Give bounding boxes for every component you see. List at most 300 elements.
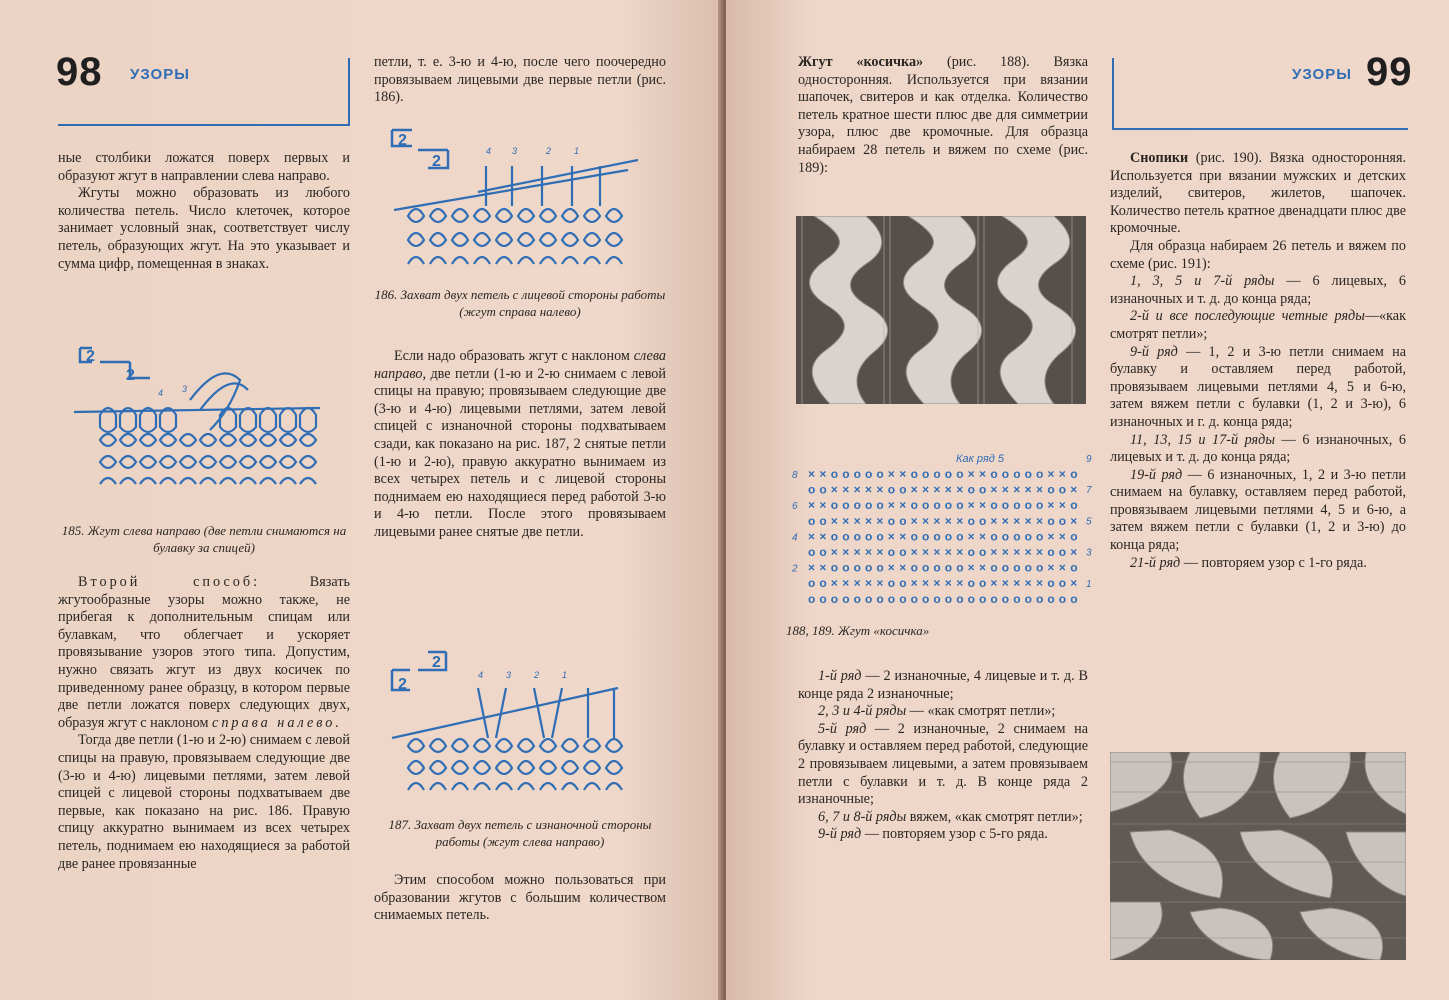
scheme-symbol: o [853,560,861,575]
scheme-row-number: 8 [792,470,798,481]
col2-para: Если надо образовать жгут с наклоном [394,348,630,364]
scheme-symbol: o [1024,591,1032,606]
kosichka-row [798,826,1088,844]
then-para: Тогда две петли (1-ю и 2-ю) снимаем с левой спицы на правую, провязываем следующие две (3-ю и 4-ю) лицевыми петлями, затем левой спицей с лицевой стороны подхватываем две первые, как показано на рис. 186. Правую спицу аккуратно вынимаем из всех четырех петель, поднимаем ею находящиеся за работой две ранее провязанные [58,732,350,872]
kosichka-intro [798,54,1088,177]
scheme-symbol: o [808,482,816,497]
scheme-symbol: × [865,576,873,591]
scheme-symbol: o [1013,467,1021,481]
scheme-symbol: o [1070,498,1078,513]
header-rule-vertical [1112,58,1114,130]
scheme-symbol: o [1036,467,1044,481]
scheme-symbol: o [830,560,839,575]
scheme-symbol: × [876,545,884,559]
scheme-symbol: o [922,498,930,513]
scheme-symbol: × [842,513,850,528]
scheme-row-number: 7 [1086,485,1092,497]
scheme-symbol: × [967,529,975,544]
scheme-symbol: o [876,498,884,513]
scheme-symbol: × [819,560,827,575]
stitch-number: 2 [546,146,552,156]
scheme-symbol: o [876,560,884,575]
kosichka-row [798,703,1088,721]
kosichka-row-lead: 2, 3 и 4-й ряды [818,703,907,720]
scheme-symbol: × [990,513,998,528]
scheme-symbol: o [808,576,816,591]
scheme-symbol: o [865,591,873,606]
scheme-symbol: × [1001,576,1009,591]
scheme-symbol: × [887,498,895,513]
snopiki-row-text: — 1, 2 и 3-ю петли снимаем на булавку и оставляем перед работой, провязываем лицевыми петлями 4, 5 и 6-ю, затем вяжем петли с булавки (1, 2 и 3-ю), 6 изнаночных и г. д. конца ряда; [1110,343,1406,430]
scheme-symbol: × [1024,513,1032,528]
scheme-symbol: o [990,529,998,544]
scheme-symbol: o [899,513,907,528]
col2-bottom: Этим способом можно пользоваться при образовании жгутов с большим количеством снимаемых петель. [374,872,666,924]
right-page [726,0,1449,1000]
stitch-number: 3 [512,146,518,156]
scheme-symbol: × [1001,513,1009,528]
icon-number: 2 [398,132,407,149]
scheme-symbol: × [1024,545,1032,559]
scheme-symbol: × [910,482,918,497]
scheme-symbol: o [922,529,930,544]
scheme-symbol: × [967,560,975,575]
scheme-symbol: × [922,513,930,528]
running-head: УЗОРЫ [1292,66,1352,83]
scheme-symbol: × [842,482,850,497]
scheme-symbol: o [944,467,953,481]
fig188-189-caption: 188, 189. Жгут «косичка» [786,623,930,638]
scheme-symbol: × [1024,482,1032,497]
icon-number: 2 [432,153,441,170]
scheme-symbol: × [808,467,816,481]
scheme-symbol: o [819,482,827,497]
scheme-symbol: o [1036,591,1044,606]
scheme-symbol: o [1013,498,1021,513]
scheme-symbol: × [990,576,998,591]
scheme-row-number: 2 [792,563,798,575]
stitch-number: 4 [158,388,164,398]
kosichka-ref: (рис. 188). [946,54,1030,70]
scheme-symbol: o [1070,529,1078,544]
scheme-symbol: o [933,560,941,575]
scheme-symbol: × [865,545,873,559]
scheme-symbol: × [899,560,907,575]
scheme-symbol: o [990,467,998,481]
scheme-symbol: o [842,560,850,575]
kosichka-row-text: — 2 изнаночные, 4 лицевые и т. д. В конце ряда 2 изнаночные; [798,668,1088,702]
scheme-symbol: o [990,498,998,513]
scheme-symbol: × [979,560,987,575]
snopiki-row-lead: 19-й ряд [1130,466,1183,483]
scheme-symbol: o [944,498,953,513]
scheme-symbol: × [1058,560,1066,575]
fig186-caption: 186. Захват двух петель с лицевой стороны работы (жгут справа налево) [374,287,666,319]
snopiki-row-text: —«как смотрят петли»; [1110,308,1406,342]
scheme-symbol: o [933,498,941,513]
scheme-symbol: × [1058,529,1066,544]
icon-number: 2 [432,654,441,671]
scheme-symbol: × [910,513,918,528]
scheme-symbol: × [1070,513,1078,528]
scheme-symbol: o [1024,467,1032,481]
stitch-number: 3 [182,384,188,394]
scheme-symbol: × [1013,576,1021,591]
scheme-symbol: o [979,591,987,606]
scheme-symbol: × [1036,513,1044,528]
left-col1-text [58,150,350,273]
scheme-symbol: o [956,498,964,513]
scheme-symbol: o [956,467,964,481]
scheme-symbol: o [1047,482,1055,497]
scheme-symbol: o [1036,560,1044,575]
scheme-symbol: o [853,591,861,606]
scheme-symbol: o [819,576,827,591]
snopiki-row [1110,308,1406,343]
scheme-symbol: × [1013,482,1021,497]
scheme-symbol: × [853,576,861,591]
scheme-symbol: o [865,498,873,513]
scheme-symbol: o [979,513,987,528]
scheme-symbol: o [842,591,850,606]
snopiki-intro: Вязка односторонняя. Используется при вязании мужских и детских изделий, свитеров, жилетов, шапочек. Количество петель кратное двенадцати плюс две кромочные. [1110,150,1407,237]
scheme-symbol: o [1001,560,1010,575]
kosichka-row [798,721,1088,809]
scheme-symbol: × [944,576,952,591]
kosichka-rows [798,668,1088,844]
scheme-symbol: × [899,498,907,513]
scheme-symbol: × [1024,576,1032,591]
second-way-text: Вязать жгутообразные узоры можно также, не прибегая к дополнительным спицам или булавкам, что облегчает и ускоряет провязывание узоров этого типа. Допустим, нужно связать жгут из двух косичек по приведенному ранее образцу, в котором первые две петли ложатся поверх следующих двух, образуя жгут с наклоном [58,574,350,731]
scheme-symbol: × [1001,482,1009,497]
scheme-symbol: o [876,467,884,481]
kosichka-row-lead: 6, 7 и 8-й ряды [818,808,907,825]
scheme-symbol: o [1070,560,1078,575]
scheme-symbol: × [979,498,987,513]
scheme-symbol: o [1058,591,1067,606]
snopiki-row [1110,273,1406,308]
fig190-photo [1110,752,1406,960]
scheme-symbol: o [1058,482,1067,497]
scheme-symbol: o [865,560,873,575]
scheme-symbol: × [887,529,895,544]
scheme-symbol: o [865,467,873,481]
scheme-symbol: o [887,591,896,606]
scheme-symbol: × [1058,467,1066,481]
scheme-symbol: o [876,529,884,544]
fig188-photo [796,216,1086,404]
col2-para-rest: две петли (1-ю и 2-ю снимаем с левой спицы на правую; провязываем следующие две (3-ю и 4-ю) лицевыми петлями, затем левой спицей с изнаночной стороны подхватываем сзади, как показано на рис. 187, 2 снятые петли (1-ю и 2-ю), правую аккуратно вынимаем из всех четырех петель и с лицевой стороны поднимаем ею находящиеся перед работой 3-ю и 4-ю петли. После этого провязываем лицевыми ранее снятые две петли. [374,365,666,540]
scheme-symbol: o [910,560,918,575]
scheme-symbol: o [1070,467,1078,481]
scheme-symbol: o [853,467,861,481]
scheme-symbol: o [944,529,953,544]
scheme-symbol: × [1047,467,1055,481]
scheme-symbol: o [876,591,884,606]
kosichka-text: Вязка односторонняя. Используется при вязании шапочек, свитеров и как отделка. Количество петель кратное шести плюс две для симметрии узора, плюс две кромочные. Для образца набираем 28 петель и вяжем по схеме (рис. 189): [798,54,1089,176]
scheme-symbol: × [933,513,941,528]
scheme-symbol: × [853,482,861,497]
snopiki-row-lead: 21-й ряд [1130,554,1181,571]
snopiki-row [1110,432,1406,467]
header-rule-vertical [348,58,350,126]
kosichka-row-lead: 1-й ряд [818,668,862,684]
scheme-symbol: × [956,513,964,528]
scheme-symbol: × [933,545,941,559]
scheme-symbol: o [933,467,941,481]
scheme-symbol: o [899,591,907,606]
kosichka-row-lead: 5-й ряд [818,720,867,737]
kosichka-title: Жгут «косичка» [798,54,924,70]
page-number: 98 [56,50,103,94]
scheme-symbol: o [1047,576,1055,591]
page-number: 99 [1366,50,1413,94]
running-head: УЗОРЫ [130,66,190,83]
scheme-symbol: o [887,576,896,591]
scheme-symbol: × [876,482,884,497]
scheme-symbol: o [1001,467,1010,481]
scheme-symbol: × [1070,545,1078,559]
second-way-em: справа налево. [212,714,342,731]
kosichka-row-text: — повторяем узор с 5-го ряда. [861,826,1048,843]
scheme-symbol: o [1024,498,1032,513]
scheme-symbol: o [933,529,941,544]
scheme-symbol: o [1024,529,1032,544]
scheme-symbol: × [853,545,861,559]
scheme-symbol: × [887,560,895,575]
scheme-symbol: × [1047,498,1055,513]
scheme-symbol: o [956,591,964,606]
scheme-label: Как ряд 5 [956,453,1004,465]
scheme-symbol: o [910,467,918,481]
stitch-number: 2 [534,670,540,680]
snopiki-row-lead: 1, 3, 5 и 7-й ряды [1130,273,1275,290]
snopiki-row [1110,467,1406,555]
scheme-symbol: o [1047,513,1055,528]
scheme-symbol: o [967,591,975,606]
scheme-symbol: × [1013,513,1021,528]
fig185-diagram [70,340,340,500]
scheme-symbol: o [979,482,987,497]
scheme-symbol: o [933,591,941,606]
scheme-symbol: × [1070,576,1078,591]
scheme-symbol: o [830,529,839,544]
scheme-symbol: × [990,545,998,559]
scheme-symbol: × [922,576,930,591]
scheme-symbol: × [830,513,838,528]
scheme-row-number: 9 [1086,454,1092,465]
scheme-symbol: × [876,513,884,528]
header-rule [1112,128,1408,130]
scheme-symbol: o [808,513,816,528]
scheme-symbol: × [1036,482,1044,497]
scheme-symbol: × [944,482,952,497]
snopiki-sample: Для образца набираем 26 петель и вяжем по схеме (рис. 191): [1110,237,1406,272]
scheme-symbol: o [1001,591,1010,606]
scheme-symbol: × [842,576,850,591]
scheme-symbol: × [990,482,998,497]
knit-loops [74,373,320,484]
scheme-symbol: o [842,467,850,481]
scheme-symbol: × [830,545,838,559]
scheme-symbol: × [808,560,816,575]
scheme-symbol: × [967,467,975,481]
scheme-row-number: 1 [1086,578,1092,590]
scheme-symbol: × [830,482,838,497]
scheme-symbol: o [842,498,850,513]
scheme-symbol: o [899,545,907,559]
scheme-symbol: o [944,560,953,575]
scheme-symbol: o [922,560,930,575]
snopiki-title: Снопики [1130,150,1189,166]
col2-para-em: слева направо, [374,348,666,382]
kosichka-row-text: — «как смотрят петли»; [906,703,1056,720]
col1-top: ные столбики ложатся поверх первых и образуют жгут в направлении слева направо. [58,150,350,184]
scheme-symbol: × [933,482,941,497]
scheme-symbol: o [1036,529,1044,544]
header-rule [58,124,350,126]
stitch-number: 4 [486,146,492,156]
snopiki-ref: (рис. 190). [1195,150,1263,166]
scheme-symbol: × [956,545,964,559]
left-col2-para [374,348,666,542]
kosichka-row [798,809,1088,827]
scheme-symbol: × [967,498,975,513]
scheme-symbol: × [899,467,907,481]
scheme-symbol: o [1013,529,1021,544]
icon-number: 2 [86,348,95,365]
kosichka-row-text: — 2 изнаночные, 2 снимаем на булавку и оставляем перед работой, следующие 2 провязываем лицевыми, а затем провязываем петли с булавки и т. д. В конце ряда 2 изнаночные; [798,720,1088,808]
scheme-symbol: o [819,545,827,559]
scheme-symbol: × [944,545,952,559]
scheme-symbol: o [944,591,953,606]
scheme-symbol: o [956,529,964,544]
snopiki-row-text: — повторяем узор с 1-го ряда. [1180,554,1367,571]
scheme-symbol: o [910,591,918,606]
kosichka-row-lead: 9-й ряд [818,826,862,843]
stitch-number: 1 [574,146,580,156]
scheme-symbol: o [899,576,907,591]
fig187-caption: 187. Захват двух петель с изнаночной стороны работы (жгут слева направо) [388,817,652,849]
scheme-symbol: × [819,498,827,513]
scheme-symbol: o [990,591,998,606]
scheme-symbol: × [922,482,930,497]
fig189-scheme [786,448,1106,608]
scheme-symbol: o [1001,529,1010,544]
scheme-symbol: × [1070,482,1078,497]
scheme-symbol: o [819,591,827,606]
scheme-symbol: × [1036,545,1044,559]
stitch-number: 1 [562,670,568,680]
scheme-symbol: o [1024,560,1032,575]
stitch-number: 3 [506,670,512,680]
kosichka-row [798,668,1088,703]
scheme-symbol: o [979,576,987,591]
scheme-symbol: × [1047,560,1055,575]
scheme-symbol: o [887,545,896,559]
scheme-symbol: o [1070,591,1078,606]
scheme-symbol: o [967,545,975,559]
scheme-symbol: o [808,545,816,559]
scheme-symbol: o [922,591,930,606]
scheme-symbol: o [910,529,918,544]
scheme-symbol: × [876,576,884,591]
snopiki-row-text: — 6 лицевых, 6 изнаночных и т. д. до конца ряда; [1110,273,1406,307]
scheme-symbol: o [830,591,839,606]
snopiki-row-text: — 6 изнаночных, 1, 2 и 3-ю петли снимаем на булавку, оставляем перед работой, провязываем лицевыми петлями 4, 5 и 6-ю, а затем вяжем петли с булавки (1, 2 и 3-ю) до конца ряда; [1110,466,1406,554]
scheme-symbol: o [887,482,896,497]
scheme-symbol: o [1058,545,1067,559]
scheme-symbol: o [853,529,861,544]
scheme-symbol: × [830,576,838,591]
scheme-symbol: × [887,467,895,481]
scheme-symbol: × [1058,498,1066,513]
snopiki-row-lead: 2-й и все последующие четные ряды [1130,308,1365,325]
scheme-symbol: × [842,545,850,559]
scheme-symbol: × [899,529,907,544]
scheme-symbol: o [808,591,816,606]
scheme-symbol: × [808,529,816,544]
scheme-symbol: o [979,545,987,559]
scheme-symbol: o [1036,498,1044,513]
left-col2-top: петли, т. е. 3-ю и 4-ю, после чего поочередно провязываем лицевыми две первые петли (рис. 186). [374,54,666,106]
scheme-symbol: × [979,467,987,481]
snopiki-text [1110,150,1406,572]
scheme-symbol: o [842,529,850,544]
scheme-symbol: × [808,498,816,513]
scheme-symbol: × [819,467,827,481]
left-page [0,0,724,1000]
scheme-symbol: × [1001,545,1009,559]
left-col2-bottom [374,872,666,925]
second-way-lead: Второй способ: [78,574,261,590]
scheme-symbol: o [899,482,907,497]
scheme-symbol: o [967,576,975,591]
scheme-symbol: × [944,513,952,528]
scheme-symbol: o [1047,591,1055,606]
scheme-symbol: × [865,513,873,528]
scheme-symbol: × [979,529,987,544]
scheme-symbol: o [910,498,918,513]
scheme-symbol: o [922,467,930,481]
snopiki-row-lead: 9-й ряд [1130,343,1178,360]
scheme-symbol: × [853,513,861,528]
col1-para2: Жгуты можно образовать из любого количества петель. Число клеточек, которое занимает условный знак, соответствует числу петель, образующих жгут. На это указывает и сумма цифр, помещенная в знаках. [58,185,350,272]
scheme-symbol: o [853,498,861,513]
scheme-symbol: × [922,545,930,559]
snopiki-row-text: — 6 изнаночных, 6 лицевых и т. д. до конца ряда; [1110,431,1406,466]
scheme-symbol: × [819,529,827,544]
scheme-symbol: × [956,576,964,591]
fig186-diagram [388,126,658,276]
scheme-symbol: o [1058,576,1067,591]
snopiki-row [1110,344,1406,432]
scheme-symbol: × [933,576,941,591]
fig187-diagram [388,648,658,798]
icon-number: 2 [126,367,135,384]
scheme-symbol: o [819,513,827,528]
icon-number: 2 [398,676,407,693]
scheme-symbol: o [1001,498,1010,513]
fig185-caption: 185. Жгут слева направо (две петли снимаются на булавку за спицей) [61,523,347,555]
scheme-symbol: o [1013,560,1021,575]
scheme-symbol: × [1047,529,1055,544]
scheme-symbol: × [910,576,918,591]
snopiki-rows [1110,273,1406,572]
snopiki-row-lead: 11, 13, 15 и 17-й ряды [1130,431,1275,448]
scheme-symbol: o [830,498,839,513]
scheme-symbol: × [910,545,918,559]
